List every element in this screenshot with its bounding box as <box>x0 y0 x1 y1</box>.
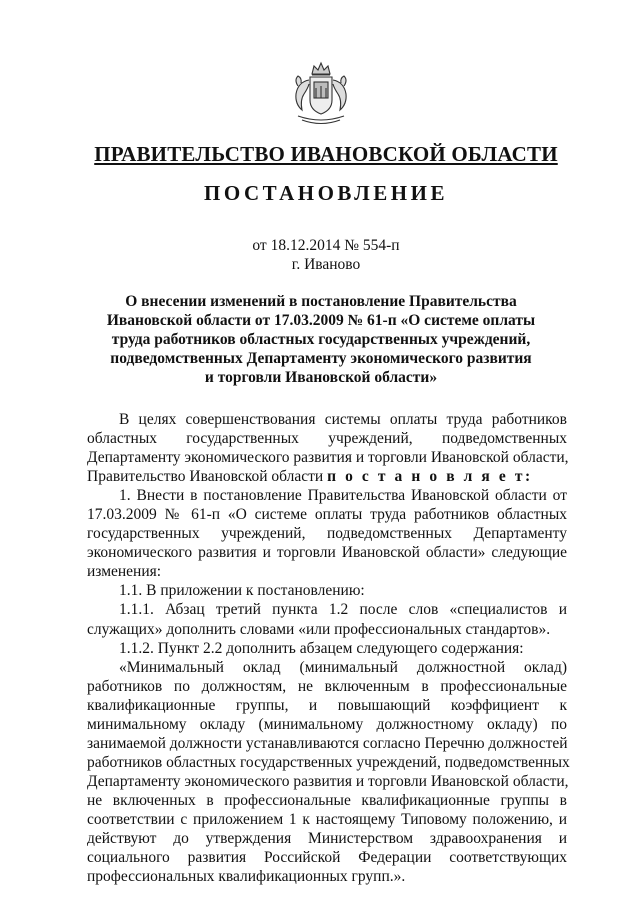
body-text: Правительство Ивановской области <box>87 468 324 486</box>
body-line: «Минимальный оклад (минимальный должностной оклад) <box>119 658 567 676</box>
subject-line: подведомственных Департаменту экономического развития <box>110 350 532 367</box>
subject-line: Ивановской области от 17.03.2009 № 61-п «О системе оплаты <box>106 312 536 329</box>
body-line: В целях совершенствования системы оплаты труда работников <box>119 411 567 428</box>
body-line: Департаменту экономического развития и торговли Ивановской области, <box>87 449 569 467</box>
body-line <box>87 467 567 486</box>
body-line: профессиональных квалификационных групп.». <box>87 868 406 886</box>
body-line: действуют до утверждения Министерством здравоохранения и <box>87 830 567 848</box>
organization-title: ПРАВИТЕЛЬСТВО ИВАНОВСКОЙ ОБЛАСТИ <box>94 142 558 166</box>
body-line: занимаемой должности устанавливаются согласно Перечню должностей <box>87 734 568 752</box>
body-line: 1.1.1. Абзац третий пункта 1.2 после слов «специалистов и <box>119 601 567 619</box>
document-date-number: от 18.12.2014 № 554-п <box>252 237 400 254</box>
body-line: социального развития Российской Федерации соответствующих <box>87 849 567 867</box>
body-line: государственных учреждений, подведомственных Департаменту <box>87 525 567 543</box>
document-city: г. Иваново <box>291 256 361 273</box>
body-line: работников областных государственных учреждений, подведомственных <box>87 753 570 771</box>
body-line: работников по должностям, не включенным в профессиональные <box>87 677 567 695</box>
body-line: соответствии с приложением 1 к настоящему Типовому положению, и <box>87 810 567 828</box>
resolution-verb: п о с т а н о в л я е т: <box>327 468 533 486</box>
body-line: 17.03.2009 № 61-п «О системе оплаты труда работников областных <box>87 506 567 524</box>
document-type-heading: ПОСТАНОВЛЕНИЕ <box>204 181 448 205</box>
document-body <box>87 410 570 886</box>
body-line: квалификационные группы, и повышающий коэффициент к <box>87 696 567 714</box>
document-subject <box>90 292 552 387</box>
body-line: Департаменту экономического развития и торговли Ивановской области, <box>87 772 569 790</box>
body-line: служащих» дополнить словами «или профессиональных стандартов». <box>87 620 551 638</box>
body-line: не включенных в профессиональные квалификационные группы в <box>87 791 567 809</box>
subject-line: и торговли Ивановской области» <box>204 369 438 386</box>
body-line: областных государственных учреждений, подведомственных <box>87 430 567 448</box>
coat-of-arms-icon <box>290 60 352 128</box>
subject-line: О внесении изменений в постановление Правительства <box>125 293 517 310</box>
body-line: изменения: <box>87 563 162 581</box>
body-line: экономического развития и торговли Ивановской области» следующие <box>87 544 567 562</box>
body-line: минимальному окладу (минимальному должностному окладу) по <box>87 715 567 733</box>
subject-line: труда работников областных государственных учреждений, <box>111 331 531 348</box>
body-line: 1. Внести в постановление Правительства Ивановской области от <box>119 487 567 505</box>
body-line: 1.1. В приложении к постановлению: <box>119 582 365 600</box>
body-line: 1.1.2. Пункт 2.2 дополнить абзацем следующего содержания: <box>119 639 524 657</box>
